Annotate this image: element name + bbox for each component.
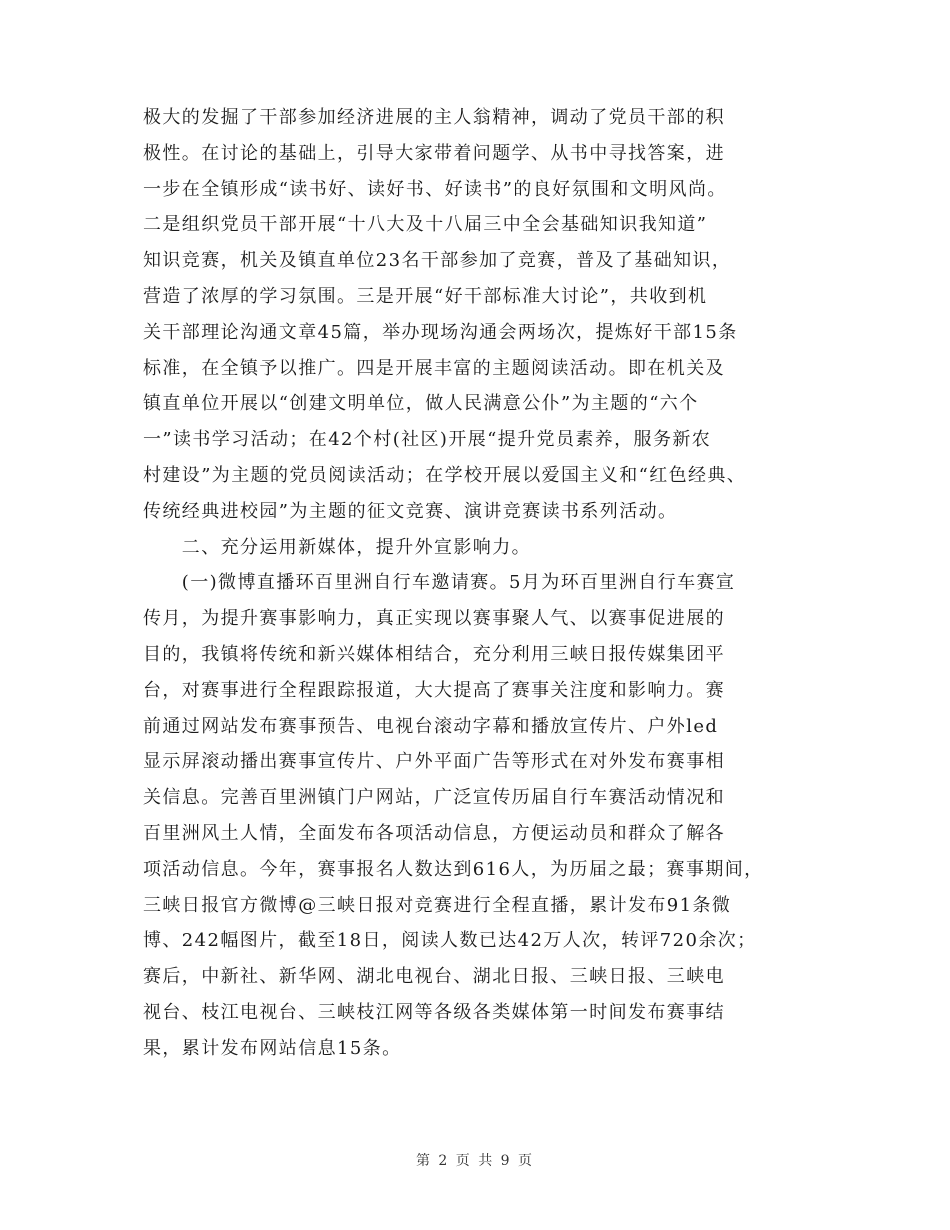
body-line: 一步在全镇形成“读书好、读好书、好读书”的良好氛围和文明风尚。 <box>143 178 727 200</box>
body-line: 前通过网站发布赛事预告、电视台滚动字幕和播放宣传片、户外led <box>143 715 719 737</box>
body-line: 二是组织党员干部开展“十八大及十八届三中全会基础知识我知道” <box>143 214 708 236</box>
subsection-heading-line: (一)微博直播环百里洲自行车邀请赛。5月为环百里洲自行车赛宣 <box>143 572 736 594</box>
body-line: 视台、枝江电视台、三峡枝江网等各级各类媒体第一时间发布赛事结 <box>143 1001 725 1023</box>
body-line: 百里洲风土人情，全面发布各项活动信息，方便运动员和群众了解各 <box>143 822 725 844</box>
body-line: 一”读书学习活动；在42个村(社区)开展“提升党员素养，服务新农 <box>143 429 712 451</box>
body-line: 传统经典进校园”为主题的征文竞赛、演讲竞赛读书系列活动。 <box>143 500 678 522</box>
section-heading: 二、充分运用新媒体，提升外宣影响力。 <box>143 536 531 558</box>
body-line: 极性。在讨论的基础上，引导大家带着问题学、从书中寻找答案，进 <box>143 142 725 164</box>
body-line: 目的，我镇将传统和新兴媒体相结合，充分利用三峡日报传媒集团平 <box>143 643 725 665</box>
body-line: 关信息。完善百里洲镇门户网站，广泛宣传历届自行车赛活动情况和 <box>143 787 725 809</box>
body-line: 三峡日报官方微博@三峡日报对竞赛进行全程直播，累计发布91条微 <box>143 894 732 916</box>
body-line: 关干部理论沟通文章45篇，举办现场沟通会两场次，提炼好干部15条 <box>143 321 738 343</box>
body-line: 标准，在全镇予以推广。四是开展丰富的主题阅读活动。即在机关及 <box>143 357 725 379</box>
body-line: 台，对赛事进行全程跟踪报道，大大提高了赛事关注度和影响力。赛 <box>143 679 725 701</box>
body-line: 知识竞赛，机关及镇直单位23名干部参加了竞赛，普及了基础知识， <box>143 250 732 272</box>
body-line: 赛后，中新社、新华网、湖北电视台、湖北日报、三峡日报、三峡电 <box>143 966 725 988</box>
body-line: 镇直单位开展以“创建文明单位，做人民满意公仆”为主题的“六个 <box>143 393 699 415</box>
document-body <box>143 100 823 1067</box>
body-line: 显示屏滚动播出赛事宣传片、户外平面广告等形式在对外发布赛事相 <box>143 751 725 773</box>
page-number-footer: 第 2 页 共 9 页 <box>415 1153 535 1169</box>
body-line: 村建设”为主题的党员阅读活动；在学校开展以爱国主义和“红色经典、 <box>143 464 747 486</box>
body-line: 项活动信息。今年，赛事报名人数达到616人，为历届之最；赛事期间， <box>143 858 764 880</box>
body-line: 博、242幅图片，截至18日，阅读人数已达42万人次，转评720余次； <box>143 930 757 952</box>
body-line: 极大的发掘了干部参加经济进展的主人翁精神，调动了党员干部的积 <box>143 107 725 128</box>
body-line: 果，累计发布网站信息15条。 <box>143 1037 402 1059</box>
body-line: 营造了浓厚的学习氛围。三是开展“好干部标准大讨论”，共收到机 <box>143 285 708 307</box>
body-line: 传月，为提升赛事影响力，真正实现以赛事聚人气、以赛事促进展的 <box>143 608 725 630</box>
